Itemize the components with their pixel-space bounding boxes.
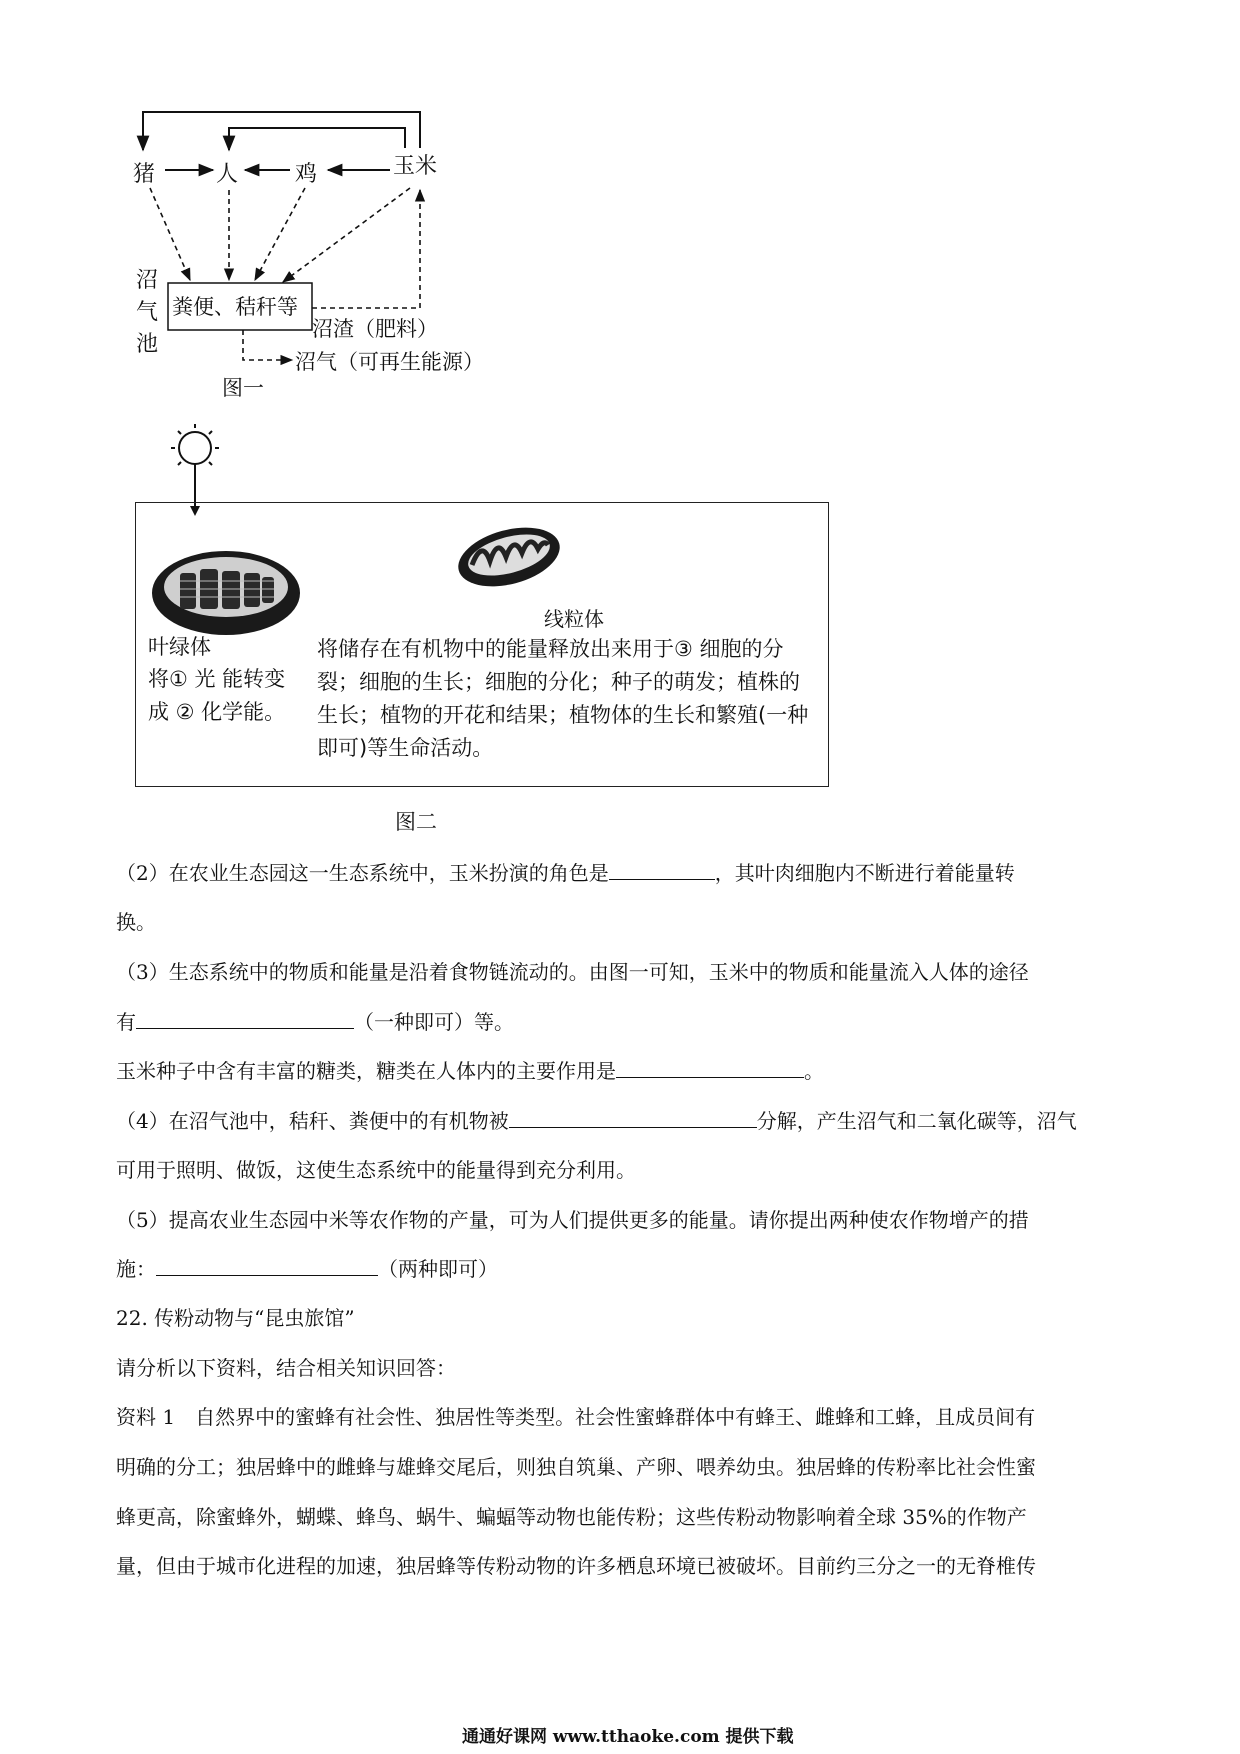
question-3-line-2: 有 （一种即可）等。 xyxy=(116,1010,514,1034)
question-5-line-2: 施： （两种即可） xyxy=(116,1257,498,1281)
output-gas: 沼气（可再生能源） xyxy=(295,350,484,374)
mitochondria-icon xyxy=(454,517,564,597)
question-3-line-1: （3）生态系统中的物质和能量是沿着食物链流动的。由图一可知，玉米中的物质和能量流入人体的途径 xyxy=(116,960,1029,984)
chloroplast-description: 将① 光 能转变 成 ② 化学能。 xyxy=(148,667,286,724)
node-chicken: 鸡 xyxy=(295,162,318,187)
question-5-line-1: （5）提高农业生态园中米等农作物的产量，可为人们提供更多的能量。请你提出两种使农作物增产的措 xyxy=(116,1208,1029,1232)
mitochondria-description: 将储存在有机物中的能量释放出来用于③ 细胞的分 裂；细胞的生长；细胞的分化；种子的萌发；植株的 生长；植物的开花和结果；植物体的生长和繁殖(一种 即可)等生命活动。 xyxy=(317,637,809,760)
answer-blank-q5[interactable] xyxy=(156,1257,378,1276)
output-residue: 沼渣（肥料） xyxy=(312,317,438,341)
question-4-line-2: 可用于照明、做饭，这使生态系统中的能量得到充分利用。 xyxy=(116,1158,636,1182)
page-footer: 通通好课网 www.tthaoke.com 提供下载 xyxy=(462,1727,794,1747)
question-4-line-1: （4）在沼气池中，秸秆、粪便中的有机物被 分解，产生沼气和二氧化碳等，沼气 xyxy=(116,1109,1077,1133)
question-2-line-2: 换。 xyxy=(116,910,156,934)
box-label: 粪便、秸秆等 xyxy=(172,295,298,319)
question-22-intro: 请分析以下资料，结合相关知识回答： xyxy=(116,1356,456,1380)
material-1-line-3: 蜂更高，除蜜蜂外，蝴蝶、蜂鸟、蜗牛、蝙蝠等动物也能传粉；这些传粉动物影响着全球 35%的作物产 xyxy=(116,1505,1027,1529)
chloroplast-icon xyxy=(148,543,308,643)
sun-icon xyxy=(0,0,1240,520)
material-1-line-1: 资料 1 自然界中的蜜蜂有社会性、独居性等类型。社会性蜜蜂群体中有蜂王、雌蜂和工蜂，且成员间有 xyxy=(116,1405,1036,1429)
figure-2-box xyxy=(135,502,829,787)
answer-blank-q3a[interactable] xyxy=(136,1010,354,1029)
node-corn: 玉米 xyxy=(393,154,438,179)
figure-1-caption: 图一 xyxy=(222,376,264,400)
question-3-line-3: 玉米种子中含有丰富的糖类，糖类在人体内的主要作用是 。 xyxy=(116,1059,824,1083)
material-1-line-2: 明确的分工；独居蜂中的雌蜂与雄蜂交尾后，则独自筑巢、产卵、喂养幼虫。独居蜂的传粉率比社会性蜜 xyxy=(116,1455,1036,1479)
question-22-title: 22. 传粉动物与“昆虫旅馆” xyxy=(116,1306,355,1330)
node-human: 人 xyxy=(216,162,239,187)
answer-blank-q4[interactable] xyxy=(509,1109,757,1128)
digester-label: 沼 气 池 xyxy=(136,268,159,357)
chloroplast-label: 叶绿体 xyxy=(148,635,211,659)
answer-blank-q3b[interactable] xyxy=(616,1059,804,1078)
figure-2-caption: 图二 xyxy=(395,810,437,834)
answer-blank-q2[interactable] xyxy=(609,861,715,880)
mitochondria-label: 线粒体 xyxy=(544,607,604,631)
node-pig: 猪 xyxy=(133,162,156,187)
question-2-line-1: （2）在农业生态园这一生态系统中，玉米扮演的角色是 ，其叶肉细胞内不断进行着能量转 xyxy=(116,861,1015,885)
material-1-line-4: 量，但由于城市化进程的加速，独居蜂等传粉动物的许多栖息环境已被破坏。目前约三分之一的无脊椎传 xyxy=(116,1554,1036,1578)
